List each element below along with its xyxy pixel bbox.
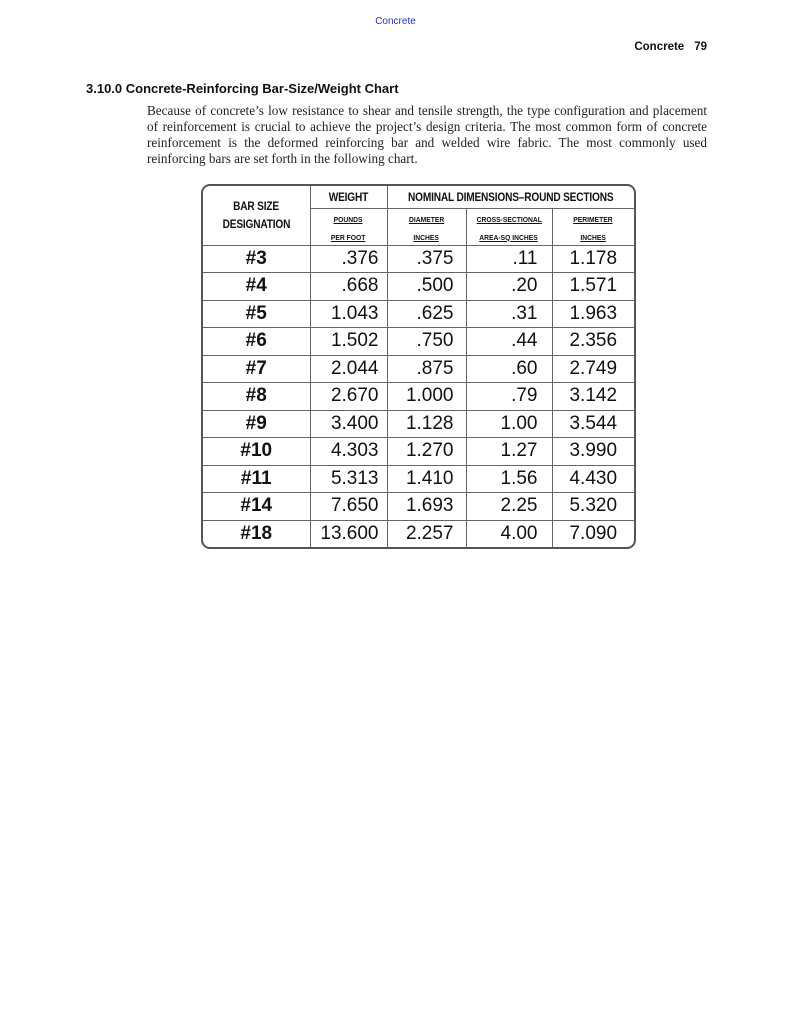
area-cell: .31: [466, 300, 552, 328]
diameter-cell: 1.270: [387, 438, 466, 466]
table-row: [203, 383, 634, 411]
weight-cell: 5.313: [310, 465, 387, 493]
perimeter-cell: 3.544: [552, 410, 634, 438]
weight-cell: 2.044: [310, 355, 387, 383]
rebar-table: [203, 186, 634, 547]
bar-size-cell: #18: [203, 520, 310, 547]
table-row: [203, 273, 634, 301]
perimeter-cell: 1.178: [552, 245, 634, 273]
perimeter-cell: 4.430: [552, 465, 634, 493]
section-heading: 3.10.0 Concrete-Reinforcing Bar-Size/Weight Chart: [86, 81, 399, 96]
table-row: [203, 245, 634, 273]
diameter-cell: 2.257: [387, 520, 466, 547]
weight-cell: 1.502: [310, 328, 387, 356]
perimeter-cell: 2.749: [552, 355, 634, 383]
weight-unit-line2: PER FOOT: [331, 232, 366, 242]
area-header-line2: AREA-SQ INCHES: [479, 232, 539, 242]
bar-size-header-line1: BAR SIZE: [233, 201, 280, 214]
area-cell: .44: [466, 328, 552, 356]
area-header: [466, 208, 552, 245]
area-cell: .11: [466, 245, 552, 273]
perimeter-cell: 7.090: [552, 520, 634, 547]
bar-size-header-line2: DESIGNATION: [222, 219, 291, 232]
body-paragraph: Because of concrete’s low resistance to shear and tensile strength, the type configuration and placement of reinforcement is crucial to achieve the project’s design criteria. The most common form of concrete reinforcement is the deformed reinforcing bar and welded wire fabric. The most commonly used reinforcing bars are set forth in the following chart.: [147, 103, 707, 166]
weight-header-label: WEIGHT: [328, 191, 369, 204]
bar-size-cell: #3: [203, 245, 310, 273]
bar-size-cell: #14: [203, 493, 310, 521]
weight-cell: 2.670: [310, 383, 387, 411]
perimeter-cell: 3.142: [552, 383, 634, 411]
diameter-cell: 1.128: [387, 410, 466, 438]
weight-cell: .668: [310, 273, 387, 301]
nominal-dimensions-header: [387, 186, 634, 208]
weight-cell: 4.303: [310, 438, 387, 466]
perimeter-cell: 5.320: [552, 493, 634, 521]
bar-size-cell: #8: [203, 383, 310, 411]
area-cell: 4.00: [466, 520, 552, 547]
area-cell: 1.56: [466, 465, 552, 493]
area-cell: .79: [466, 383, 552, 411]
diameter-cell: .750: [387, 328, 466, 356]
bar-size-header: [203, 186, 310, 245]
perimeter-cell: 2.356: [552, 328, 634, 356]
running-title: Concrete: [634, 41, 685, 53]
table-row: [203, 520, 634, 547]
weight-cell: 13.600: [310, 520, 387, 547]
area-cell: 2.25: [466, 493, 552, 521]
diameter-cell: .375: [387, 245, 466, 273]
diameter-header-line1: DIAMETER: [408, 214, 445, 224]
bar-size-cell: #4: [203, 273, 310, 301]
area-header-line1: CROSS-SECTIONAL: [476, 214, 542, 224]
perimeter-header-line2: INCHES: [580, 232, 607, 242]
table-row: [203, 465, 634, 493]
table-row: [203, 438, 634, 466]
perimeter-header: [552, 208, 634, 245]
bar-size-cell: #6: [203, 328, 310, 356]
table-row: [203, 300, 634, 328]
page-number: 79: [694, 41, 707, 53]
table-row: [203, 355, 634, 383]
running-header: [634, 41, 707, 53]
diameter-cell: .875: [387, 355, 466, 383]
perimeter-cell: 3.990: [552, 438, 634, 466]
bar-size-cell: #10: [203, 438, 310, 466]
weight-cell: .376: [310, 245, 387, 273]
concrete-link[interactable]: Concrete: [375, 16, 416, 27]
diameter-cell: 1.693: [387, 493, 466, 521]
weight-cell: 7.650: [310, 493, 387, 521]
diameter-cell: 1.410: [387, 465, 466, 493]
table-row: [203, 493, 634, 521]
diameter-header-line2: INCHES: [413, 232, 440, 242]
table-row: [203, 410, 634, 438]
weight-cell: 1.043: [310, 300, 387, 328]
weight-unit-line1: POUNDS: [334, 214, 363, 224]
bar-size-cell: #7: [203, 355, 310, 383]
diameter-cell: 1.000: [387, 383, 466, 411]
nominal-dimensions-label: NOMINAL DIMENSIONS–ROUND SECTIONS: [408, 191, 614, 204]
perimeter-header-line1: PERIMETER: [573, 214, 613, 224]
weight-cell: 3.400: [310, 410, 387, 438]
diameter-cell: .500: [387, 273, 466, 301]
bar-size-cell: #5: [203, 300, 310, 328]
bar-size-cell: #11: [203, 465, 310, 493]
diameter-header: [387, 208, 466, 245]
area-cell: 1.00: [466, 410, 552, 438]
perimeter-cell: 1.963: [552, 300, 634, 328]
area-cell: 1.27: [466, 438, 552, 466]
bar-size-cell: #9: [203, 410, 310, 438]
weight-unit-header: [310, 208, 387, 245]
area-cell: .60: [466, 355, 552, 383]
table-row: [203, 328, 634, 356]
diameter-cell: .625: [387, 300, 466, 328]
rebar-chart: [201, 184, 636, 549]
perimeter-cell: 1.571: [552, 273, 634, 301]
area-cell: .20: [466, 273, 552, 301]
weight-header: [310, 186, 387, 208]
